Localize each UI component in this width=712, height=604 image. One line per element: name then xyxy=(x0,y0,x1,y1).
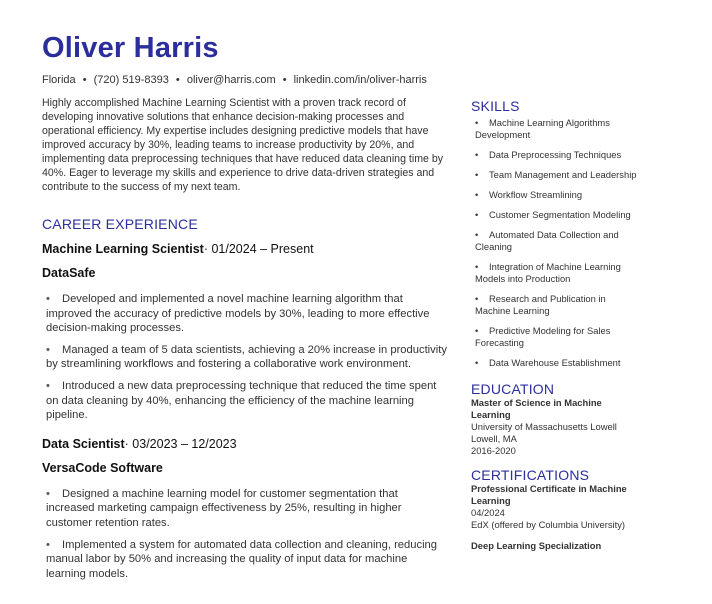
contact-line xyxy=(42,74,427,86)
school: University of Massachusetts Lowell xyxy=(471,421,617,432)
contact-separator: • xyxy=(82,74,87,86)
degree: Master of Science in Machine Learning xyxy=(471,397,602,420)
company-name: VersaCode Software xyxy=(42,460,163,475)
skill-item: • Data Warehouse Establishment xyxy=(475,357,621,368)
skill-item: • Data Preprocessing Techniques xyxy=(475,149,622,160)
sidebar-column xyxy=(471,98,641,552)
summary: Highly accomplished Machine Learning Scientist with a proven track record of developing innovative solutions that enhance decision-making processes and operational efficiency. My expertise includes designing predictive models that have improved accuracy by 30%, leading teams to increase productivity by 20%, and implementing data preprocessing techniques that have reduced data cleaning time by 40%. Eager to leverage my skills and experience to drive data-driven strategies and contribute to the success of my next team. xyxy=(42,97,444,193)
job-dates: · 01/2024 – Present xyxy=(203,242,314,256)
skill-item: • Research and Publication in Machine Learning xyxy=(475,293,606,316)
certification-name: Deep Learning Specialization xyxy=(471,540,602,551)
job-entry xyxy=(42,242,447,423)
skill-item: • Automated Data Collection and Cleaning xyxy=(475,229,619,252)
contact-phone: (720) 519-8393 xyxy=(93,74,169,86)
company-name: DataSafe xyxy=(42,266,96,280)
skills-list xyxy=(471,117,641,369)
contact-separator: • xyxy=(175,74,180,86)
contact-linkedin[interactable]: linkedin.com/in/oliver-harris xyxy=(293,74,427,86)
skill-item: • Customer Segmentation Modeling xyxy=(475,209,631,220)
job-bullet: • Developed and implemented a novel machine learning algorithm that improved the accuracy of predictive models by 30%, leading to more effective decision-making processes. xyxy=(46,293,430,335)
job-bullets xyxy=(42,292,447,423)
skill-item: • Integration of Machine Learning Models into Production xyxy=(475,261,621,284)
job-title-line xyxy=(42,437,447,451)
bullet-dot: • xyxy=(46,538,50,551)
certification-issuer: EdX (offered by Columbia University) xyxy=(471,519,626,530)
job-dates: · 03/2023 – 12/2023 xyxy=(124,436,237,451)
certifications-heading: CERTIFICATIONS xyxy=(471,467,590,483)
skill-item: • Predictive Modeling for Sales Forecasting xyxy=(475,325,611,348)
education-years: 2016-2020 xyxy=(471,445,516,456)
bullet-dot: • xyxy=(46,293,50,305)
education-heading: EDUCATION xyxy=(471,381,555,397)
main-column xyxy=(42,96,447,588)
job-bullet: • Introduced a new data preprocessing technique that reduced the time spent on data cleaning by 40%, enhancing the efficiency of the machine learning pipeline. xyxy=(46,379,437,422)
job-bullet: • Managed a team of 5 data scientists, achieving a 20% increase in productivity by streamlining workflows and fostering a collaborative work environment. xyxy=(46,343,447,371)
contact-email[interactable]: oliver@harris.com xyxy=(186,74,276,86)
contact-location: Florida xyxy=(42,74,76,86)
bullet-dot: • xyxy=(46,487,50,500)
certification-name: Professional Certificate in Machine Learning xyxy=(471,483,627,506)
job-bullets xyxy=(42,487,447,582)
contact-separator: • xyxy=(282,74,287,86)
bullet-dot: • xyxy=(46,343,50,356)
skill-item: • Team Management and Leadership xyxy=(475,169,637,180)
school-location: Lowell, MA xyxy=(471,433,517,444)
job-title: Data Scientist xyxy=(42,436,125,451)
skill-item: • Machine Learning Algorithms Development xyxy=(475,117,610,140)
skills-heading: SKILLS xyxy=(471,98,520,114)
job-title-line xyxy=(42,242,447,256)
job-bullet: • Designed a machine learning model for customer segmentation that increased marketing campaign effectiveness by 25%, resulting in higher customer retention rates. xyxy=(46,487,402,529)
bullet-dot: • xyxy=(46,379,50,392)
job-title: Machine Learning Scientist xyxy=(42,242,204,256)
skill-item: • Workflow Streamlining xyxy=(475,189,583,200)
job-entry xyxy=(42,437,447,582)
job-bullet: • Implemented a system for automated data collection and cleaning, reducing manual labor by 50% and increasing the quality of input data for machine learning models. xyxy=(46,538,437,580)
certification-date: 04/2024 xyxy=(471,507,505,518)
career-experience-heading: CAREER EXPERIENCE xyxy=(42,216,198,232)
candidate-name: Oliver Harris xyxy=(42,32,219,64)
